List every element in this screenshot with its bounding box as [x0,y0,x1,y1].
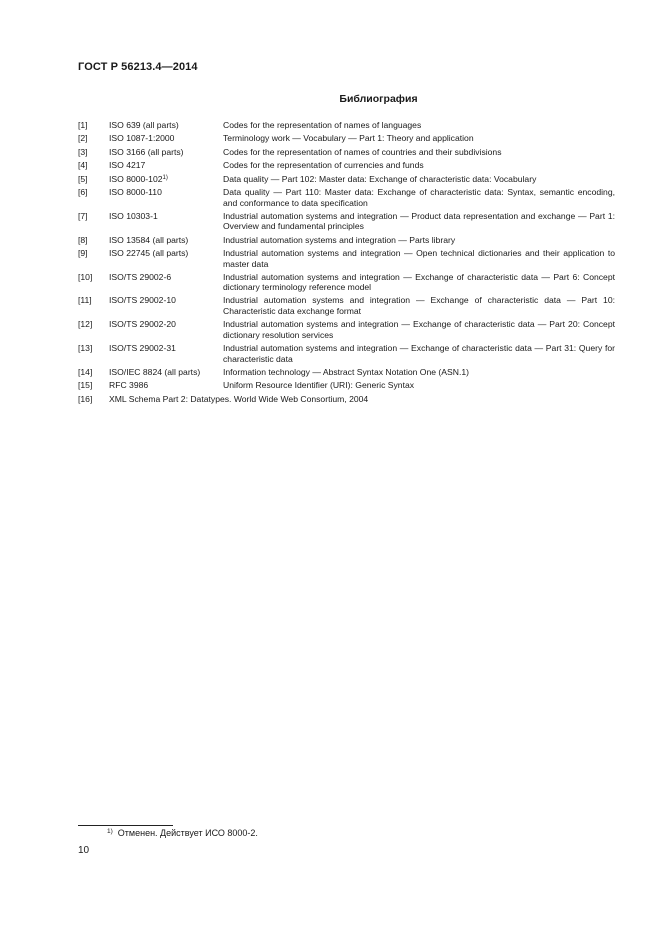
reference-number: [9] [78,247,88,258]
reference-title: Industrial automation systems and integration — Exchange of characteristic data — Part 6: Concept dictionary terminology reference model [223,271,615,293]
reference-standard: RFC 3986 [109,380,149,391]
reference-item [78,211,615,235]
reference-item [78,295,615,319]
reference-item [78,319,615,343]
bibliography-list [78,120,615,407]
footnote-separator [78,825,173,826]
reference-title: Industrial automation systems and integration — Open technical dictionaries and their application to master data [223,247,615,269]
reference-number: [6] [78,186,88,197]
footnote-text: Отменен. Действует ИСО 8000-2. [117,828,258,838]
reference-number: [12] [78,319,93,330]
reference-title: Information technology — Abstract Syntax Notation One (ASN.1) [223,366,469,377]
reference-standard: ISO/TS 29002-10 [109,295,176,306]
reference-number: [11] [78,295,92,306]
reference-standard: ISO 3166 (all parts) [109,146,184,157]
reference-item [78,394,615,407]
reference-item [78,160,615,173]
reference-item [78,235,615,248]
reference-standard: ISO/TS 29002-31 [109,343,176,354]
reference-standard: ISO 1087-1:2000 [109,133,175,144]
section-title: Библиография [339,93,418,105]
reference-title: Codes for the representation of names of languages [223,120,422,130]
reference-number: [2] [78,133,88,144]
reference-item [78,147,615,160]
reference-standard-code: ISO 8000-102 [109,173,163,184]
reference-standard: ISO/TS 29002-6 [109,271,172,282]
reference-item [78,120,615,133]
reference-standard: ISO 22745 (all parts) [109,247,189,258]
reference-number: [4] [78,160,88,171]
reference-title: Industrial automation systems and integration — Exchange of characteristic data — Part 31: Query for characteristic data [223,343,615,364]
reference-item [78,174,615,187]
reference-text: XML Schema Part 2: Datatypes. World Wide Web Consortium, 2004 [109,393,369,404]
reference-standard: ISO 13584 (all parts) [109,234,189,245]
reference-title: Industrial automation systems and integration — Parts library [223,234,456,245]
reference-number: [5] [78,173,88,184]
reference-item [78,343,615,367]
reference-title: Codes for the representation of names of countries and their subdivisions [223,146,502,157]
reference-standard [109,174,168,185]
footnote [107,828,258,838]
reference-item [78,380,615,393]
document-header: ГОСТ Р 56213.4—2014 [78,61,198,73]
reference-number: [14] [78,366,93,377]
reference-title: Terminology work — Vocabulary — Part 1: Theory and application [223,133,474,144]
reference-title: Industrial automation systems and integration — Exchange of characteristic data — Part 20: Concept dictionary resolution services [223,319,615,340]
reference-standard: ISO 4217 [109,160,146,171]
reference-title: Uniform Resource Identifier (URI): Generic Syntax [223,380,415,391]
reference-standard: ISO/IEC 8824 (all parts) [109,366,201,377]
reference-item [78,133,615,146]
reference-standard: ISO 10303-1 [109,210,158,221]
reference-title: Industrial automation systems and integration — Product data representation and exchange — Part 1: Overview and fundamental principles [223,210,615,232]
reference-item [78,187,615,211]
reference-title: Industrial automation systems and integration — Exchange of characteristic data — Part 10: Characteristic data exchange format [223,295,615,317]
footnote-marker: 1) [107,828,113,835]
reference-item [78,272,615,296]
reference-standard: ISO 639 (all parts) [109,120,179,130]
footnote-ref-marker: 1) [162,174,168,181]
reference-title: Codes for the representation of currencies and funds [223,160,424,171]
reference-item [78,367,615,380]
reference-number: [7] [78,210,88,221]
reference-number: [15] [78,380,93,391]
reference-title: Data quality — Part 102: Master data: Exchange of characteristic data: Vocabulary [223,173,537,184]
reference-number: [1] [78,120,88,130]
page-number: 10 [78,845,90,856]
reference-number: [8] [78,234,88,245]
reference-standard: ISO 8000-110 [109,186,162,197]
reference-number: [13] [78,343,93,354]
reference-number: [10] [78,271,93,282]
reference-number: [3] [78,146,88,157]
reference-item [78,248,615,272]
reference-standard: ISO/TS 29002-20 [109,319,176,330]
reference-number: [16] [78,393,93,404]
reference-title: Data quality — Part 110: Master data: Exchange of characteristic data: Syntax, semantic encoding, and conformance to data specification [223,186,615,208]
